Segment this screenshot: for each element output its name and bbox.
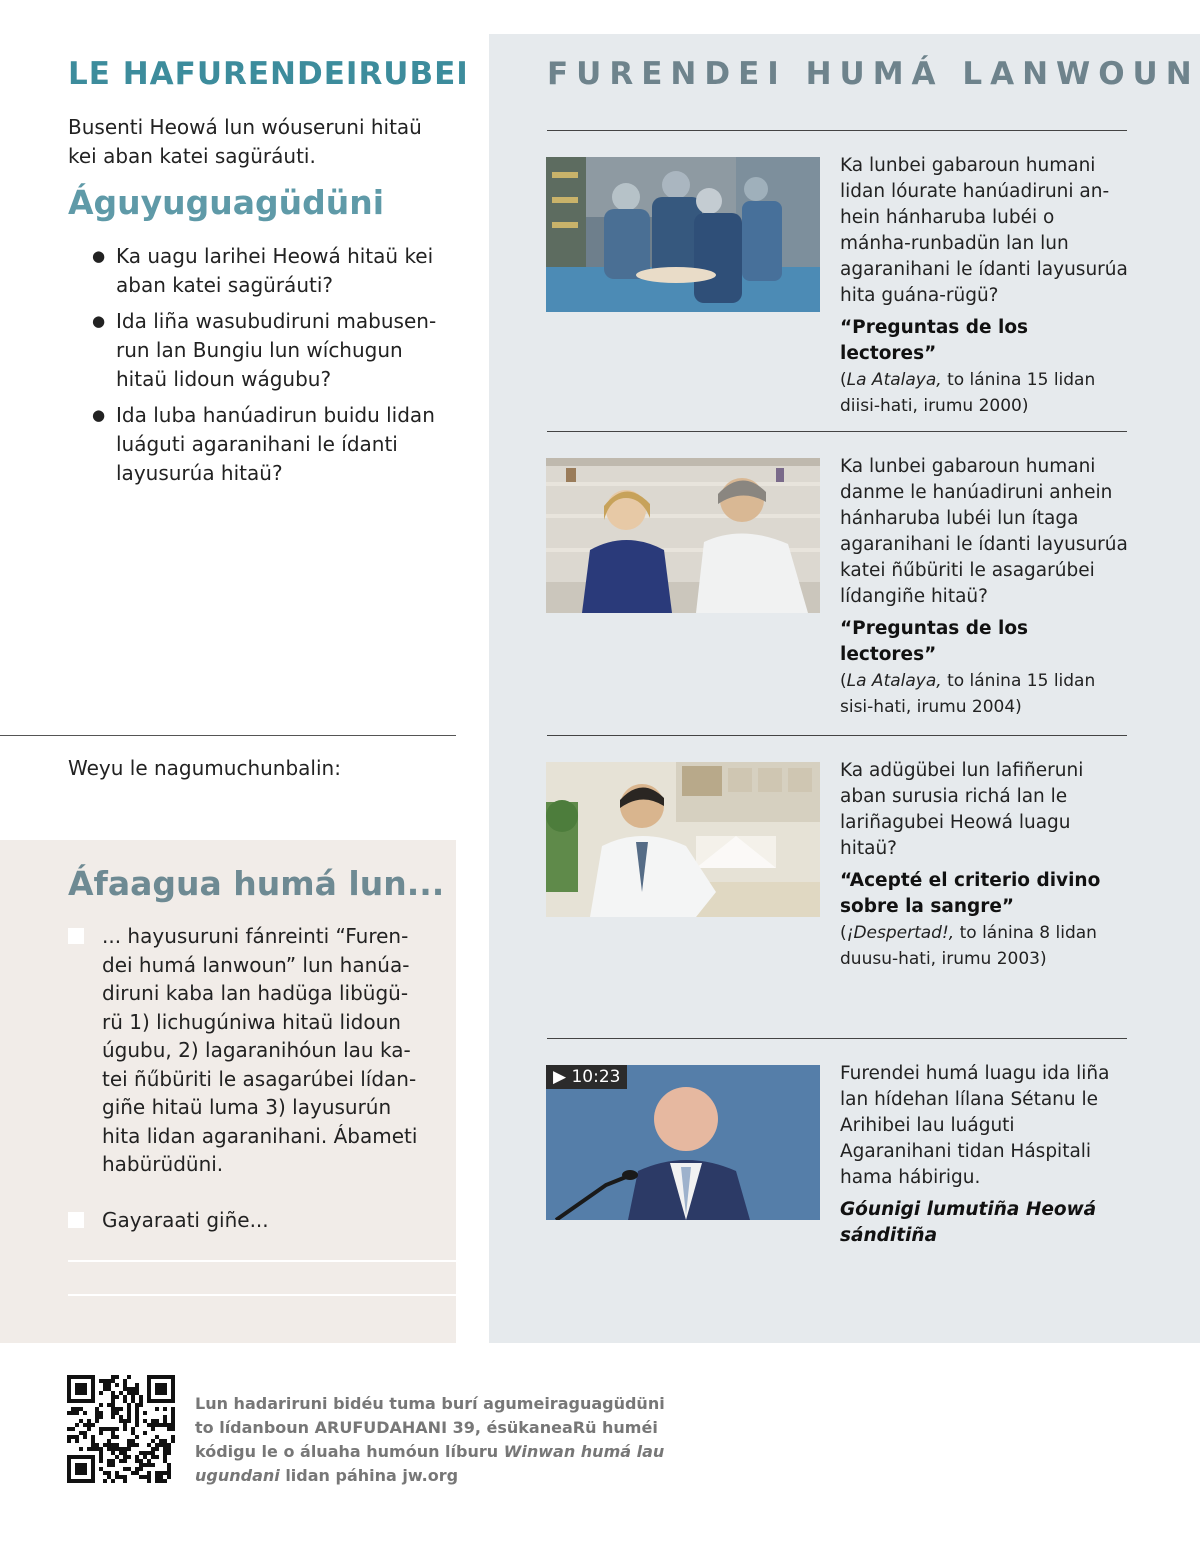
entry-ref-title[interactable]: “Acepté el criterio divino sobre la sangre” (¡Despertad!, to lánina 8 lidan duusu-hati, irumu 2003)	[840, 870, 1101, 969]
divider	[547, 130, 1127, 131]
entry-ref-title[interactable]: “Preguntas de los lectores”	[840, 618, 1029, 665]
task-text: ... hayusuruni fánreinti “Furen-dei humá lanwoun” lun hanúa-diruni kaba lan hadüga libügü-rü 1) lichugúniwa hitaü lidoun úgubu, 2) lagaranihóun lau ka-tei ñűbüriti le asagarúbei lídan-giñe hitaü luma 3) layusurún hita lidan agaranihani. Ábameti habürüdüni.	[102, 924, 418, 1176]
consultation-photo[interactable]	[546, 458, 820, 613]
video-duration: ▶ 10:23	[546, 1065, 627, 1089]
entry-text	[840, 1061, 1130, 1249]
task-item	[68, 922, 424, 1179]
task-item	[68, 1206, 424, 1235]
surgery-photo[interactable]	[546, 157, 820, 312]
entry-text	[840, 758, 1130, 972]
footer-book-title: Winwan humá lau ugundani	[195, 1442, 665, 1485]
doctor-photo[interactable]	[546, 762, 820, 917]
video-thumbnail[interactable]	[546, 1065, 820, 1220]
more-title: FURENDEI HUMÁ LANWOUN	[547, 56, 1200, 92]
footer-text-after: lidan páhina jw.org	[279, 1466, 459, 1485]
entry-ref-title-text: “Acepté el criterio divino sobre la sangre”	[840, 870, 1101, 917]
entry-ref-rest: to lánina 15 lidan diisi-hati, irumu 2000)	[840, 370, 1096, 416]
review-title: Águyuguagüdüni	[68, 183, 385, 222]
task-title: Áfaagua humá lun...	[68, 864, 445, 903]
summary-title: LE HAFURENDEIRUBEI	[68, 56, 469, 92]
entry-ref-pub: La Atalaya,	[846, 370, 942, 390]
task-text: Gayaraati giñe...	[102, 1208, 269, 1232]
write-line[interactable]	[68, 1260, 456, 1262]
qr-code[interactable]	[67, 1375, 175, 1483]
summary-text: Busenti Heowá lun wóuseruni hitaü kei aban katei sagüráuti.	[68, 115, 422, 168]
entry-question: Ka adügübei lun lafiñeruni aban surusia richá lan le lariñagubei Heowá luagu hitaü?	[840, 760, 1084, 859]
left-column	[0, 0, 469, 1343]
review-question: ● Ida luba hanúadirun buidu lidan luáguti agaranihani le ídanti layusurúa hitaü?	[92, 401, 452, 488]
entry-question: Ka lunbei gabaroun humani danme le hanúadiruni anhein hánharuba lubéi lun ítaga agaranihani le ídanti layusurúa katei ñűbüriti le asagarúbei lídangiñe hitaü?	[840, 456, 1128, 607]
write-line[interactable]	[68, 1294, 456, 1296]
divider	[547, 1038, 1127, 1039]
video-title[interactable]: Góunigi lumutiña Heowá sánditiña	[840, 1199, 1097, 1246]
entry-text	[840, 454, 1130, 720]
task-checkbox[interactable]	[68, 928, 84, 944]
entry-text	[840, 153, 1130, 419]
defines-label: Weyu le nagumuchunbalin:	[68, 756, 341, 780]
footer-text	[195, 1392, 675, 1488]
entry-ref-detail: (La Atalaya, to lánina 15 lidan sisi-hati, irumu 2004)	[840, 671, 1096, 717]
entry-ref-detail: (La Atalaya, to lánina 15 lidan diisi-hati, irumu 2000)	[840, 370, 1096, 416]
task-checkbox[interactable]	[68, 1212, 84, 1228]
entry-ref-pub: La Atalaya,	[846, 671, 942, 691]
entry-ref-rest: to lánina 8 lidan duusu-hati, irumu 2003)	[840, 923, 1097, 969]
more-section	[489, 34, 1200, 1343]
divider	[547, 735, 1127, 736]
task-box	[0, 840, 456, 1343]
review-question: ● Ida liña wasubudiruni mabusen-run lan Bungiu lun wíchugun hitaü lidoun wágubu?	[92, 307, 452, 394]
entry-ref-pub: ¡Despertad!,	[846, 923, 955, 943]
divider	[547, 431, 1127, 432]
divider	[0, 735, 456, 736]
entry-ref-rest: to lánina 15 lidan sisi-hati, irumu 2004)	[840, 671, 1096, 717]
entry-ref-title[interactable]: “Preguntas de los lectores”	[840, 317, 1029, 364]
entry-description: Furendei humá luagu ida liña lan hídehan lílana Sétanu le Arihibei lau luáguti Agaranihani tidan Háspitali hama hábirigu.	[840, 1063, 1110, 1188]
entry-question: Ka lunbei gabaroun humani lidan lóurate hanúadiruni an-hein hánharuba lubéi o mánha-runbadün lan lun agaranihani le ídanti layusurúa hita guána-rügü?	[840, 155, 1128, 306]
footer-text-before: Lun hadariruni bidéu tuma burí agumeiraguagüdüni to lídanboun ARUFUDAHANI 39, ésükaneaRü huméi kódigu le o áluaha humóun líburu	[195, 1394, 665, 1461]
review-question: ● Ka uagu larihei Heowá hitaü kei aban katei sagüráuti?	[92, 242, 452, 300]
review-questions	[92, 242, 452, 495]
